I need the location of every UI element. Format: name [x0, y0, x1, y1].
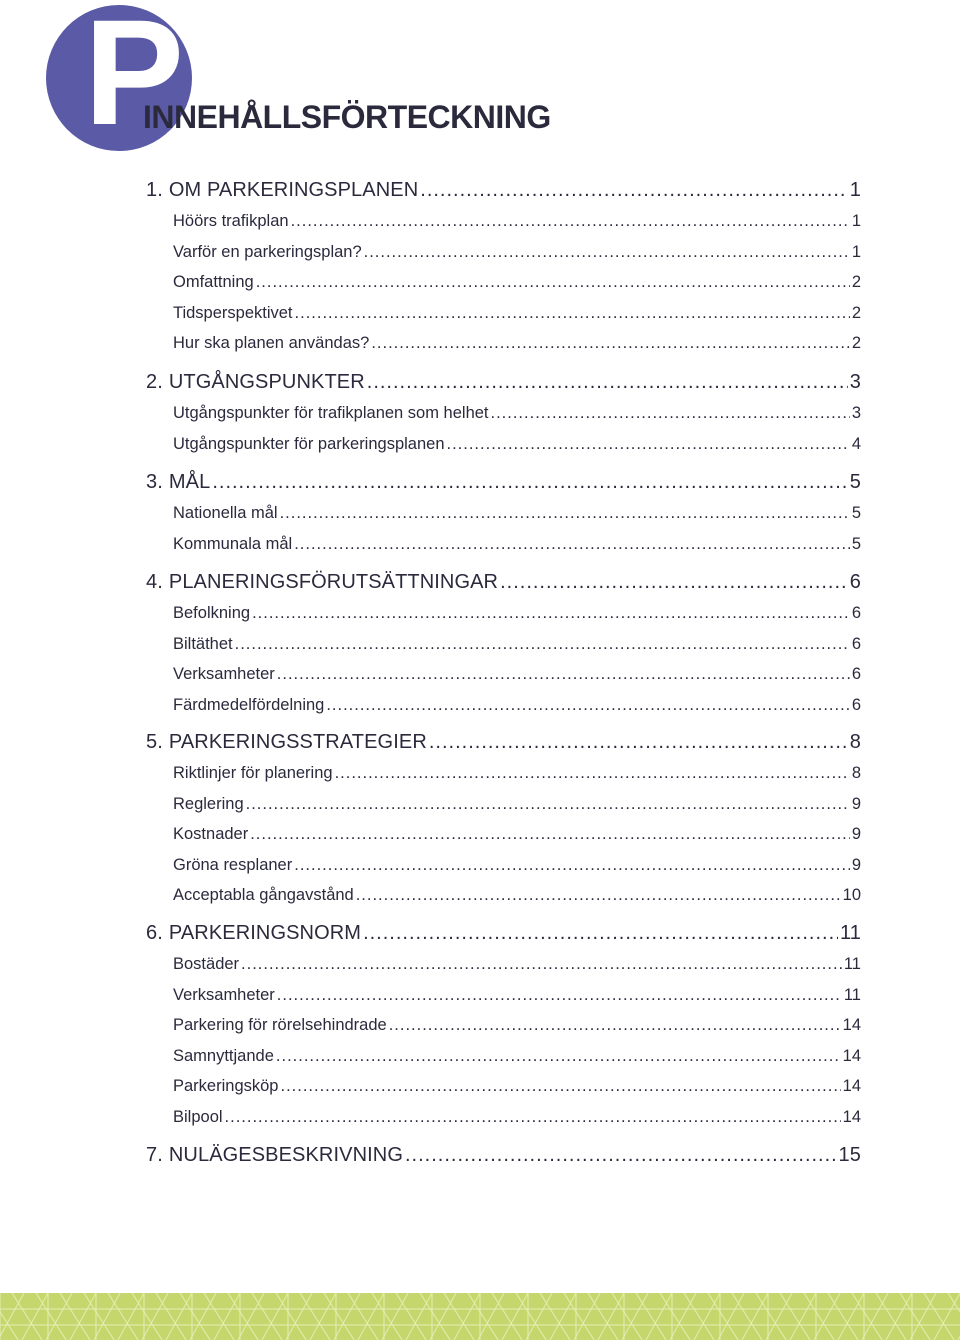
- toc-dot-leader: [491, 400, 850, 426]
- toc-entry-row[interactable]: [146, 431, 861, 457]
- toc-entry-row[interactable]: [146, 531, 861, 557]
- toc-entry-row[interactable]: [146, 269, 861, 295]
- toc-page-number: 10: [842, 886, 861, 905]
- toc-entry-title: Reglering: [173, 794, 244, 813]
- toc-entry-row[interactable]: [146, 500, 861, 526]
- toc-entry-row[interactable]: [146, 661, 861, 687]
- toc-dot-leader: [235, 631, 850, 657]
- toc-section-number: 2.: [146, 371, 163, 393]
- toc-entry-title: Nationella mål: [173, 504, 278, 522]
- toc-entry-title: Utgångspunkter för trafikplanen som helhet: [173, 404, 489, 422]
- toc-dot-leader: [429, 727, 848, 757]
- toc-page-number: 2: [851, 334, 861, 353]
- toc-page-number: 5: [849, 471, 861, 493]
- toc-entry-title: Gröna resplaner: [173, 855, 293, 874]
- toc-page-number: 5: [851, 504, 861, 522]
- toc-page-number: 14: [842, 1077, 861, 1096]
- toc-dot-leader: [212, 467, 847, 497]
- toc-entry-row[interactable]: [146, 300, 861, 326]
- page-title: INNEHÅLLSFÖRTECKNING: [143, 99, 551, 135]
- toc-entry-row[interactable]: [146, 400, 861, 426]
- toc-page-number: 4: [851, 434, 861, 453]
- toc-entry-row[interactable]: [146, 1073, 861, 1099]
- toc-page-number: 6: [851, 634, 861, 653]
- toc-dot-leader: [389, 1012, 841, 1038]
- toc-entry-row[interactable]: [146, 631, 861, 657]
- toc-entry-title: Bostäder: [173, 955, 240, 973]
- toc-section-title: PARKERINGSSTRATEGIER: [168, 731, 427, 753]
- toc-section-number: 5.: [146, 731, 163, 753]
- toc-page-number: 3: [851, 404, 861, 422]
- toc-page-number: 11: [843, 985, 861, 1004]
- toc-section-title: UTGÅNGSPUNKTER: [168, 371, 365, 393]
- toc-entry-row[interactable]: [146, 1043, 861, 1069]
- toc-entry-row[interactable]: [146, 600, 861, 626]
- toc-section-title: MÅL: [168, 471, 211, 493]
- toc-dot-leader: [363, 918, 838, 948]
- toc-dot-leader: [371, 330, 850, 356]
- toc-entry-title: Varför en parkeringsplan?: [173, 242, 362, 261]
- toc-dot-leader: [326, 692, 849, 718]
- toc-dot-leader: [252, 600, 850, 626]
- toc-page-number: 8: [851, 764, 861, 782]
- toc-entry-title: Tidsperspektivet: [173, 303, 293, 322]
- logo-letter: P: [84, 0, 181, 156]
- toc-dot-leader: [280, 500, 850, 526]
- toc-page-number: 2: [851, 273, 861, 292]
- toc-entry-title: Hur ska planen användas?: [173, 334, 370, 353]
- toc-entry-title: Befolkning: [173, 604, 251, 622]
- toc-entry-title: Kommunala mål: [173, 534, 293, 553]
- toc-page-number: 11: [843, 955, 861, 973]
- toc-entry-row[interactable]: [146, 852, 861, 878]
- toc-section-number: 1.: [146, 179, 163, 201]
- toc-page-number: 9: [851, 855, 861, 874]
- toc-page-number: 11: [840, 922, 861, 944]
- toc-dot-leader: [500, 567, 848, 597]
- toc-dot-leader: [280, 1073, 840, 1099]
- toc-dot-leader: [276, 1043, 841, 1069]
- toc-page-number: 1: [851, 212, 861, 230]
- toc-entry-title: Utgångspunkter för parkeringsplanen: [173, 434, 445, 453]
- toc-page-number: 1: [851, 242, 861, 261]
- toc-entry-row[interactable]: [146, 791, 861, 817]
- toc-section-title: OM PARKERINGSPLANEN: [168, 179, 419, 201]
- toc-entry-row[interactable]: [146, 951, 861, 977]
- toc-dot-leader: [367, 367, 848, 397]
- toc-page-number: 6: [851, 604, 861, 622]
- toc-entry-title: Omfattning: [173, 273, 254, 292]
- toc-entry-row[interactable]: [146, 1104, 861, 1130]
- toc-section-row[interactable]: [146, 1140, 861, 1170]
- toc-dot-leader: [291, 208, 850, 234]
- toc-dot-leader: [277, 661, 850, 687]
- toc-dot-leader: [295, 300, 850, 326]
- toc-entry-title: Verksamheter: [173, 985, 275, 1004]
- toc-page-number: 2: [851, 303, 861, 322]
- toc-entry-title: Biltäthet: [173, 634, 233, 653]
- toc-entry-row[interactable]: [146, 882, 861, 908]
- toc-section-number: 6.: [146, 922, 163, 944]
- toc-page-number: 6: [851, 665, 861, 684]
- toc-entry-title: Kostnader: [173, 825, 249, 844]
- toc-page-number: 8: [849, 731, 861, 753]
- toc-entry-row[interactable]: [146, 1012, 861, 1038]
- toc-section-row[interactable]: [146, 367, 861, 397]
- toc-page-number: 9: [851, 794, 861, 813]
- toc-entry-row[interactable]: [146, 692, 861, 718]
- toc-entry-row[interactable]: [146, 760, 861, 786]
- toc-dot-leader: [364, 239, 850, 265]
- toc-section-row[interactable]: [146, 727, 861, 757]
- toc-page-number: 1: [849, 179, 861, 201]
- toc-entry-title: Samnyttjande: [173, 1046, 274, 1065]
- toc-entry-title: Parkeringsköp: [173, 1077, 279, 1096]
- toc-section-title: PARKERINGSNORM: [168, 922, 362, 944]
- toc-entry-row[interactable]: [146, 239, 861, 265]
- toc-page-number: 14: [842, 1046, 861, 1065]
- toc-dot-leader: [241, 951, 842, 977]
- toc-section-title: NULÄGESBESKRIVNING: [168, 1144, 403, 1166]
- toc-entry-title: Parkering för rörelsehindrade: [173, 1016, 387, 1035]
- toc-entry-title: Färdmedelfördelning: [173, 695, 325, 714]
- toc-entry-title: Höörs trafikplan: [173, 212, 289, 230]
- toc-dot-leader: [420, 175, 848, 205]
- toc-dot-leader: [225, 1104, 841, 1130]
- toc-section-number: 7.: [146, 1144, 163, 1166]
- toc-entry-title: Bilpool: [173, 1108, 223, 1126]
- toc-section-number: 3.: [146, 471, 163, 493]
- toc-page-number: 15: [838, 1144, 861, 1166]
- toc-page-number: 3: [849, 371, 861, 393]
- toc-dot-leader: [256, 269, 850, 295]
- toc-entry-row[interactable]: [146, 821, 861, 847]
- toc-section-title: PLANERINGSFÖRUTSÄTTNINGAR: [168, 571, 499, 593]
- toc-entry-row[interactable]: [146, 330, 861, 356]
- toc-dot-leader: [405, 1140, 837, 1170]
- toc-page-number: 5: [851, 534, 861, 553]
- toc-section-row[interactable]: [146, 175, 861, 205]
- toc-dot-leader: [277, 982, 842, 1008]
- toc-section-number: 4.: [146, 571, 163, 593]
- toc-page-number: 14: [842, 1108, 861, 1126]
- toc-entry-row[interactable]: [146, 208, 861, 234]
- toc-section-row[interactable]: [146, 467, 861, 497]
- toc-entry-row[interactable]: [146, 982, 861, 1008]
- toc-dot-leader: [246, 791, 850, 817]
- toc-dot-leader: [250, 821, 850, 847]
- toc-dot-leader: [447, 431, 850, 457]
- toc-page-number: 9: [851, 825, 861, 844]
- toc-dot-leader: [356, 882, 841, 908]
- toc-entry-title: Riktlinjer för planering: [173, 764, 333, 782]
- toc-page-number: 14: [842, 1016, 861, 1035]
- toc-entry-title: Verksamheter: [173, 665, 275, 684]
- toc-entry-title: Acceptabla gångavstånd: [173, 886, 354, 905]
- footer-pattern: [0, 1293, 960, 1340]
- toc-section-row[interactable]: [146, 567, 861, 597]
- toc-dot-leader: [335, 760, 850, 786]
- toc-section-row[interactable]: [146, 918, 861, 948]
- toc-dot-leader: [294, 531, 850, 557]
- toc-page-number: 6: [851, 695, 861, 714]
- toc-page-number: 6: [849, 571, 861, 593]
- toc-dot-leader: [294, 852, 850, 878]
